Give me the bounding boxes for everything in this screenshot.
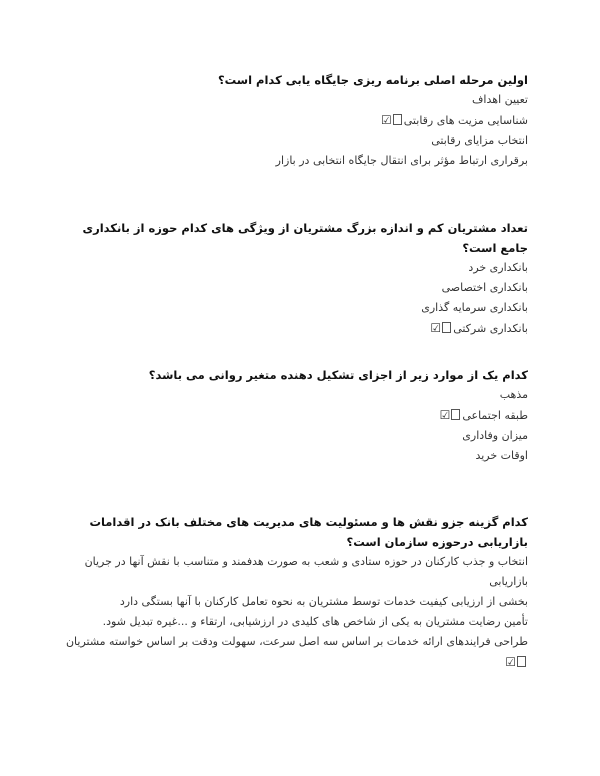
checkmark-icon: ☑ xyxy=(381,113,392,127)
checkmark-icon: ☑ xyxy=(439,408,451,422)
question-title: تعداد مشتریان کم و اندازه بزرگ مشتریان از ویژگی های کدام حوزه از بانکداری جامع است؟ xyxy=(82,221,528,255)
option xyxy=(58,612,528,632)
option xyxy=(68,258,528,278)
checkmark-icon: ☑ xyxy=(505,655,516,669)
option-text: مذهب xyxy=(499,388,528,401)
option-text: بخشی از ارزیابی کیفیت خدمات توسط مشتریان به نحوه تعامل کارکنان با آنها بستگی دارد xyxy=(119,595,528,608)
option-text: بانکداری خرد xyxy=(468,261,528,274)
option-text: بانکداری سرمایه گذاری xyxy=(421,301,528,314)
question-title: اولین مرحله اصلی برنامه ریزی جایگاه یابی کدام است؟ xyxy=(217,73,528,87)
option-correct xyxy=(68,110,528,131)
option-text: شناسایی مزیت های رقابتی xyxy=(403,114,528,127)
option xyxy=(68,385,528,405)
option-text: تأمین رضایت مشتریان به یکی از شاخص های کلیدی در ارزشیابی، ارتقاء و ...غیره تبدیل شود. xyxy=(102,615,528,628)
option-text: انتخاب و جذب کارکنان در حوزه ستادی و شعب به صورت هدفمند و متناسب با نقش آنها در جریان بازاریابی xyxy=(84,555,528,588)
option xyxy=(58,592,528,612)
option xyxy=(68,278,528,298)
option xyxy=(68,151,528,171)
question-title: کدام گزینه جزو نقش ها و مسئولیت های مدیریت های مختلف بانک در اقدامات بازاریابی درحوزه سازمان است؟ xyxy=(89,515,528,549)
option-text: انتخاب مزایای رقابتی xyxy=(431,134,528,147)
box-icon xyxy=(442,322,451,333)
box-icon xyxy=(393,114,402,125)
option-text: اوقات خرید xyxy=(475,449,528,462)
box-icon xyxy=(451,409,460,420)
option-text: بانکداری اختصاصی xyxy=(441,281,528,294)
option-correct xyxy=(68,405,528,426)
option-correct xyxy=(68,318,528,339)
question-3 xyxy=(68,365,528,466)
option-text: میزان وفاداری xyxy=(462,429,528,442)
question-2 xyxy=(68,218,528,339)
option xyxy=(68,298,528,318)
checkmark-icon: ☑ xyxy=(430,321,442,335)
option xyxy=(68,90,528,110)
question-title: کدام یک از موارد زیر از اجزای تشکیل دهنده متغیر روانی می باشد؟ xyxy=(148,368,528,382)
question-4 xyxy=(58,512,528,673)
option xyxy=(68,426,528,446)
option-text: تعیین اهداف xyxy=(472,93,528,106)
question-1 xyxy=(68,70,528,171)
option-text: بانکداری شرکتی xyxy=(453,322,528,335)
option-correct xyxy=(58,632,528,673)
option-text: برقراری ارتباط مؤثر برای انتقال جایگاه انتخابی در بازار xyxy=(275,154,528,167)
box-icon xyxy=(517,656,526,667)
option-text: طراحی فرایندهای ارائه خدمات بر اساس سه اصل سرعت، سهولت ودقت بر اساس خواسته مشتریان xyxy=(65,635,528,648)
option xyxy=(68,131,528,151)
option xyxy=(58,552,528,592)
option-text: طبقه اجتماعی xyxy=(462,409,528,422)
option xyxy=(68,446,528,466)
